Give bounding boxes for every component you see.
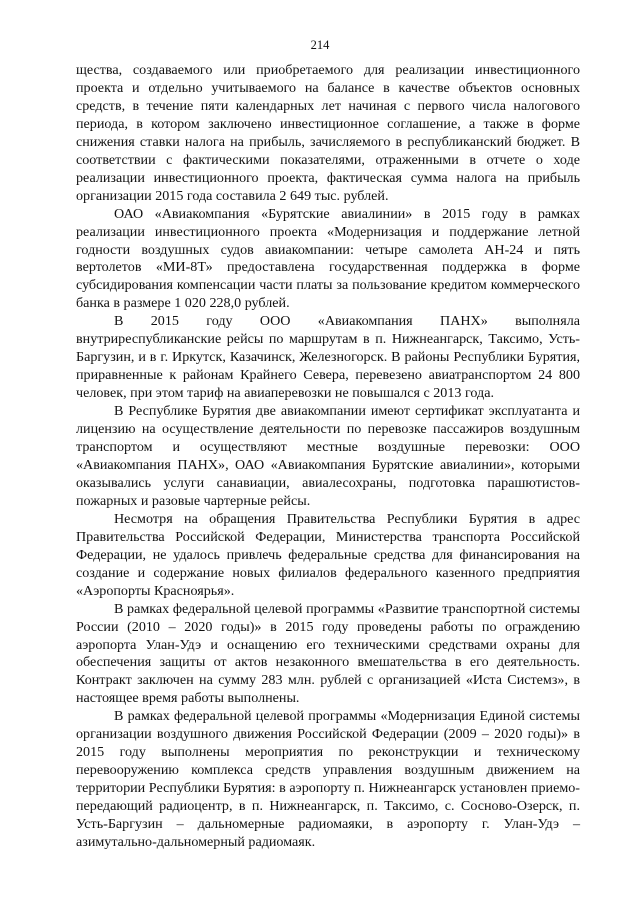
paragraph-buryat-airlines-support: ОАО «Авиакомпания «Бурятские авиалинии» в 2015 году в рамках реализации инвестиционного проекта «Модернизация и поддержание летной годности воздушных судов авиакомпании: четыре самолета АН-24 и пять вертолетов «МИ-8Т» предоставлена государственная поддержка в форме субсидирования компенсации части платы за пользование кредитом коммерческого банка в размере 1 020 228,0 рублей. (76, 205, 580, 312)
page-number: 214 (310, 38, 330, 52)
paragraph-panh-flights: В 2015 году ООО «Авиакомпания ПАНХ» выполняла внутриреспубликанские рейсы по маршрутам в п. Нижнеангарск, Таксимо, Усть-Баргузин, и в г. Иркутск, Казачинск, Железногорск. В районы Республики Бурятия, приравненные к районам Крайнего Севера, перевезено авиатранспортом 24 800 человек, при этом тариф на авиаперевозки не повышался с 2013 года. (76, 313, 580, 402)
page-text-body (76, 62, 580, 852)
paragraph-two-airlines: В Республике Бурятия две авиакомпании имеют сертификат эксплуатанта и лицензию на осуществление деятельности по перевозке пассажиров воздушным транспортом и осуществляют местные воздушные перевозки: ООО «Авиакомпания ПАНХ», ОАО «Авиакомпания Бурятские авиалинии», которыми оказывались услуги санавиации, авиалесохраны, подготовка парашютистов-пожарных и разовые чартерные рейсы. (76, 403, 580, 509)
paragraph-federal-funding: Несмотря на обращения Правительства Республики Бурятия в адрес Правительства Российской Федерации, Министерства транспорта Российской Федерации, не удалось привлечь федеральные средства для финансирования на создание и содержание новых филиалов федерального казенного предприятия «Аэропорты Красноярья». (76, 510, 580, 599)
paragraph-continued-tax-relief: щества, создаваемого или приобретаемого для реализации инвестиционного проекта и отдельно учитываемого на балансе в качестве объектов основных средств, в течение пяти календарных лет начиная с первого числа налогового периода, в котором заключено инвестиционное соглашение, а также в форме снижения ставки налога на прибыль, зачисляемого в республиканский бюджет. В соответствии с фактическими показателями, отраженными в отчете о ходе реализации инвестиционного проекта, фактическая сумма налога на прибыль организации 2015 года составила 2 649 тыс. рублей. (76, 62, 580, 204)
paragraph-atc-modernization: В рамках федеральной целевой программы «Модернизация Единой системы организации воздушного движения Российской Федерации (2009 – 2020 годы)» в 2015 году выполнены мероприятия по реконструкции и техническому перевооружению комплекса средств управления воздушным движением на территории Республики Бурятия: в аэропорту п. Нижнеангарск установлен приемо-передающий радиоцентр, в п. Нижнеангарск, п. Таксимо, с. Сосново-Озерск, п. Усть-Баргузин – дальномерные радиомаяки, в аэропорту г. Улан-Удэ – азимутально-дальномерный радиомаяк. (76, 708, 580, 850)
paragraph-transport-program: В рамках федеральной целевой программы «Развитие транспортной системы России (2010 – 2020 годы)» в 2015 году проведены работы по ограждению аэропорта Улан-Удэ и оснащению его техническими средствами охраны для обеспечения защиты от актов незаконного вмешательства в его деятельность. Контракт заключен на сумму 283 млн. рублей с организацией «Иста Системз», в настоящее время работы выполнены. (76, 600, 580, 707)
